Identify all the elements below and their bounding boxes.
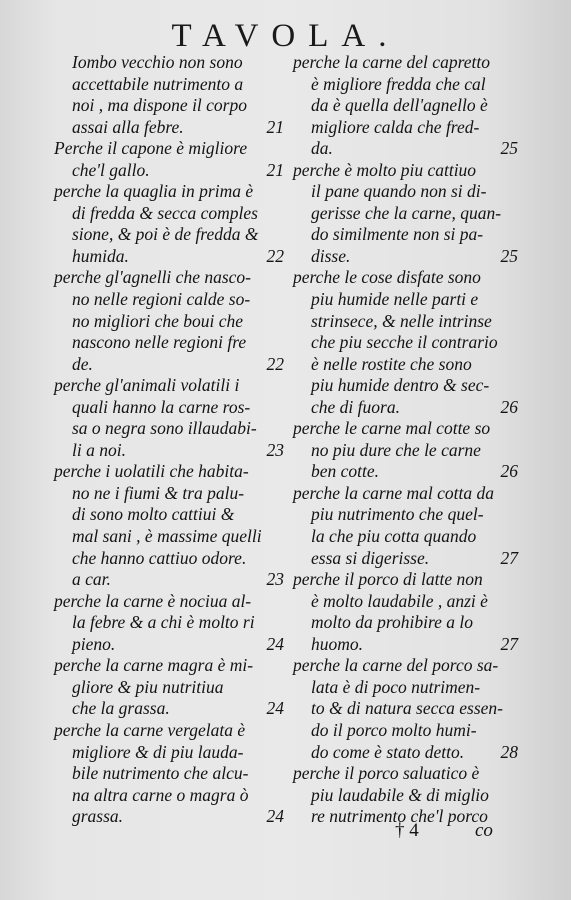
index-line: [54, 612, 284, 634]
index-line: [54, 95, 284, 117]
index-line-text: humida.: [72, 245, 129, 266]
index-line-text: la febre & a chi è molto ri: [72, 612, 255, 633]
page-reference: 24: [266, 633, 284, 654]
index-line-text: re nutrimento che'l porco: [311, 806, 488, 827]
index-line: [54, 698, 284, 720]
page-reference: 27: [500, 633, 518, 654]
index-line: [293, 634, 518, 656]
index-line-text: pieno.: [72, 633, 116, 654]
index-line-text: di fredda & secca comples: [72, 202, 258, 223]
index-line: [293, 181, 518, 203]
index-line-text: mal sani , è massime quelli: [72, 526, 262, 547]
page-reference: 24: [266, 698, 284, 719]
index-line: [293, 332, 518, 354]
index-line-text: Perche il capone è migliore: [54, 138, 248, 159]
index-line-text: no piu dure che le carne: [311, 439, 481, 460]
index-line-text: perche gl'agnelli che nasco-: [54, 267, 251, 288]
index-line-text: gerisse che la carne, quan-: [311, 202, 502, 223]
page-reference: 25: [500, 138, 518, 159]
index-line: [293, 95, 518, 117]
index-line: [54, 526, 284, 548]
index-line-text: perche i uolatili che habita-: [54, 461, 249, 482]
index-line: [293, 117, 518, 139]
index-line: [54, 418, 284, 440]
left-column: [54, 52, 284, 828]
index-line: [293, 246, 518, 268]
page-reference: 27: [500, 547, 518, 568]
index-line-text: è nelle rostite che sono: [311, 353, 472, 374]
index-line: [54, 634, 284, 656]
index-line: [54, 289, 284, 311]
index-line-text: piu humide nelle parti e: [311, 289, 479, 310]
index-line: [54, 181, 284, 203]
index-line-text: migliore calda che fred-: [311, 116, 480, 137]
index-line-text: de.: [72, 353, 93, 374]
index-line: [293, 311, 518, 333]
index-line: [54, 246, 284, 268]
index-line-text: perche la carne del porco sa-: [293, 655, 499, 676]
index-line: [293, 267, 518, 289]
index-line: [293, 483, 518, 505]
signature-mark: † 4: [395, 820, 419, 841]
index-line: [54, 742, 284, 764]
index-line-text: strinsece, & nelle intrinse: [311, 310, 492, 331]
index-line-text: il pane quando non si di-: [311, 181, 487, 202]
index-line-text: Iombo vecchio non sono: [72, 52, 243, 72]
page-reference: 21: [266, 116, 284, 137]
index-line-text: gliore & piu nutritiua: [72, 676, 224, 697]
index-line: [54, 138, 284, 160]
page-reference: 26: [500, 396, 518, 417]
index-line-text: disse.: [311, 245, 351, 266]
index-line: [54, 203, 284, 225]
index-line: [293, 74, 518, 96]
index-line-text: to & di natura secca essen-: [311, 698, 503, 719]
page-reference: 25: [500, 245, 518, 266]
index-line-text: perche è molto piu cattiuo: [293, 159, 477, 180]
index-line: [293, 569, 518, 591]
index-line: [293, 461, 518, 483]
index-line: [54, 655, 284, 677]
index-line: [293, 548, 518, 570]
index-line-text: a car.: [72, 569, 111, 590]
index-line-text: grassa.: [72, 806, 124, 827]
index-line-text: perche la carne mal cotta da: [293, 482, 495, 503]
index-line: [293, 289, 518, 311]
index-line-text: essa si digerisse.: [311, 547, 430, 568]
index-line: [293, 742, 518, 764]
index-line-text: perche il porco saluatico è: [293, 763, 480, 784]
index-line-text: no migliori che boui che: [72, 310, 244, 331]
index-line-text: sione, & poi è de fredda &: [72, 224, 259, 245]
index-line: [54, 806, 284, 828]
index-line-text: piu nutrimento che quel-: [311, 504, 484, 525]
index-line-text: che di fuora.: [311, 396, 400, 417]
index-line-text: perche la carne vergelata è: [54, 719, 246, 740]
index-line-text: molto da prohibire a lo: [311, 612, 474, 633]
index-line-text: piu humide dentro & sec-: [311, 375, 490, 396]
index-line: [293, 440, 518, 462]
index-line: [54, 720, 284, 742]
index-line: [54, 117, 284, 139]
index-line-text: no nelle regioni calde so-: [72, 289, 251, 310]
index-line: [54, 224, 284, 246]
index-line: [54, 311, 284, 333]
index-line-text: che piu secche il contrario: [311, 332, 498, 353]
index-line: [54, 440, 284, 462]
index-line: [54, 74, 284, 96]
index-line: [54, 354, 284, 376]
index-line-text: accettabile nutrimento a: [72, 73, 244, 94]
index-line-text: migliore & di piu lauda-: [72, 741, 244, 762]
index-line-text: do similmente non si pa-: [311, 224, 484, 245]
index-line-text: lata è di poco nutrimen-: [311, 676, 481, 697]
index-line-text: da.: [311, 138, 333, 159]
index-line: [293, 677, 518, 699]
index-line: [293, 655, 518, 677]
index-line-text: noi , ma dispone il corpo: [72, 95, 247, 116]
index-line-text: perche la carne è nociua al-: [54, 590, 252, 611]
index-line: [293, 160, 518, 182]
page-reference: 23: [266, 439, 284, 460]
index-line: [293, 720, 518, 742]
index-line: [293, 354, 518, 376]
index-line-text: ben cotte.: [311, 461, 380, 482]
index-line-text: do come è stato detto.: [311, 741, 465, 762]
index-line: [54, 375, 284, 397]
index-line-text: bile nutrimento che alcu-: [72, 763, 249, 784]
index-line-text: perche gl'animali volatili i: [54, 375, 240, 396]
index-line-text: perche le cose disfate sono: [293, 267, 481, 288]
index-line-text: assai alla febre.: [72, 116, 184, 137]
page-title: TAVOLA.: [171, 18, 400, 54]
page-reference: 22: [266, 245, 284, 266]
index-line: [54, 763, 284, 785]
index-line: [54, 397, 284, 419]
page-reference: 21: [266, 159, 284, 180]
index-line: [54, 504, 284, 526]
index-line-text: quali hanno la carne ros-: [72, 396, 251, 417]
page-reference: 26: [500, 461, 518, 482]
index-line: [293, 224, 518, 246]
page-reference: 23: [266, 569, 284, 590]
index-line: [54, 461, 284, 483]
index-line-text: che hanno cattiuo odore.: [72, 547, 247, 568]
index-line-text: perche il porco di latte non: [293, 569, 483, 590]
index-line-text: che la grassa.: [72, 698, 170, 719]
index-line: [293, 763, 518, 785]
index-line-text: li a noi.: [72, 439, 126, 460]
index-line: [54, 52, 284, 74]
index-line: [293, 203, 518, 225]
index-line-text: no ne i fiumi & tra palu-: [72, 482, 245, 503]
index-line-text: na altra carne o magra ò: [72, 784, 249, 805]
index-line: [293, 397, 518, 419]
index-line: [293, 612, 518, 634]
index-line-text: di sono molto cattiui &: [72, 504, 235, 525]
index-line: [54, 267, 284, 289]
index-line: [54, 332, 284, 354]
index-line-text: do il porco molto humi-: [311, 719, 477, 740]
index-line-text: sa o negra sono illaudabi-: [72, 418, 257, 439]
index-line: [293, 698, 518, 720]
index-line: [293, 138, 518, 160]
index-line-text: nascono nelle regioni fre: [72, 332, 247, 353]
index-line-text: huomo.: [311, 633, 364, 654]
page-reference: 24: [266, 806, 284, 827]
index-line-text: perche le carne mal cotte so: [293, 418, 491, 439]
index-line: [54, 548, 284, 570]
index-line-text: la che piu cotta quando: [311, 526, 477, 547]
index-line-text: perche la quaglia in prima è: [54, 181, 254, 202]
index-line-text: perche la carne magra è mi-: [54, 655, 254, 676]
index-line: [54, 785, 284, 807]
index-line-text: perche la carne del capretto: [293, 52, 490, 72]
index-line: [293, 504, 518, 526]
right-column: [293, 52, 518, 828]
page-reference: 28: [500, 741, 518, 762]
index-line-text: piu laudabile & di miglio: [311, 784, 489, 805]
index-line: [54, 160, 284, 182]
index-line: [54, 569, 284, 591]
index-line-text: che'l gallo.: [72, 159, 150, 180]
index-line: [54, 591, 284, 613]
index-line-text: è migliore fredda che cal: [311, 73, 486, 94]
index-line-text: da è quella dell'agnello è: [311, 95, 488, 116]
index-line: [293, 526, 518, 548]
index-line: [54, 677, 284, 699]
catchword: co: [475, 820, 493, 841]
index-line: [293, 52, 518, 74]
index-line: [54, 483, 284, 505]
index-line: [293, 418, 518, 440]
index-line: [293, 375, 518, 397]
index-line-text: è molto laudabile , anzi è: [311, 590, 488, 611]
page-reference: 22: [266, 353, 284, 374]
index-line: [293, 785, 518, 807]
index-line: [293, 591, 518, 613]
